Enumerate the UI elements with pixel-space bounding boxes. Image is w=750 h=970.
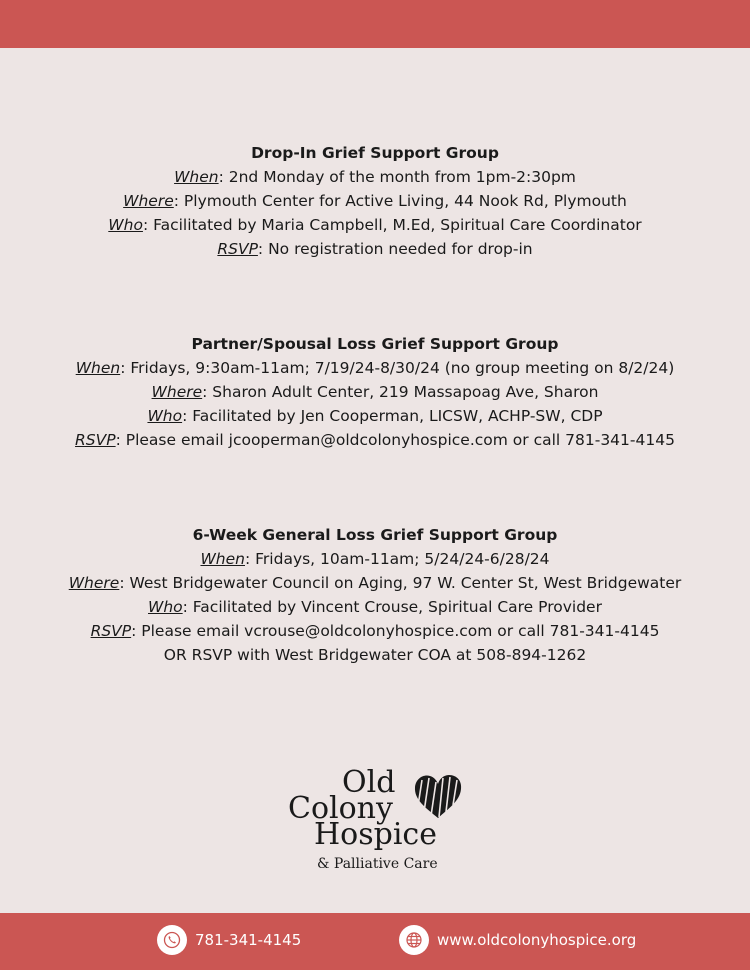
partner-loss-group-title: Partner/Spousal Loss Grief Support Group [191, 335, 559, 353]
dropin-when-line [0, 165, 750, 189]
dropin-where-value: : Plymouth Center for Active Living, 44 Nook Rd, Plymouth [173, 192, 627, 210]
partner-when-label: When [75, 359, 121, 377]
footer-phone-text: 781-341-4145 [195, 931, 302, 949]
footer-band [0, 913, 750, 970]
general-when-value: : Fridays, 10am-11am; 5/24/24-6/28/24 [244, 550, 550, 568]
partner-rsvp-line [0, 428, 750, 452]
partner-where-label: Where [151, 383, 203, 401]
dropin-where-line [0, 189, 750, 213]
partner-rsvp-label: RSVP [75, 431, 116, 449]
partner-loss-group-section [0, 332, 750, 452]
hospice-logo [288, 765, 468, 878]
dropin-who-label: Who [108, 216, 143, 234]
dropin-group-section [0, 141, 750, 261]
partner-where-line [0, 380, 750, 404]
logo-line-old: Old [342, 765, 396, 800]
general-rsvp-extra: OR RSVP with West Bridgewater COA at 508-894-1262 [163, 646, 587, 664]
dropin-who-value: : Facilitated by Maria Campbell, M.Ed, Spiritual Care Coordinator [142, 216, 642, 234]
general-rsvp-value: : Please email vcrouse@oldcolonyhospice.com or call 781-341-4145 [131, 622, 660, 640]
dropin-rsvp-label: RSVP [217, 240, 258, 258]
general-where-value: : West Bridgewater Council on Aging, 97 W. Center St, West Bridgewater [119, 574, 682, 592]
logo-line-colony: Colony [288, 791, 393, 826]
dropin-where-label: Where [123, 192, 174, 210]
dropin-group-title: Drop-In Grief Support Group [251, 144, 499, 162]
partner-when-value: : Fridays, 9:30am-11am; 7/19/24-8/30/24 (no group meeting on 8/2/24) [120, 359, 675, 377]
globe-icon [405, 931, 423, 949]
partner-who-line [0, 404, 750, 428]
general-loss-group-title: 6-Week General Loss Grief Support Group [192, 526, 558, 544]
general-who-value: : Facilitated by Vincent Crouse, Spiritual Care Provider [182, 598, 602, 616]
general-where-line [0, 571, 750, 595]
dropin-rsvp-value: : No registration needed for drop-in [257, 240, 533, 258]
footer-website-text: www.oldcolonyhospice.org [437, 931, 637, 949]
dropin-when-label: When [174, 168, 219, 186]
footer-phone[interactable] [157, 925, 301, 955]
footer-website[interactable] [399, 925, 636, 955]
partner-rsvp-value: : Please email jcooperman@oldcolonyhospice.com or call 781-341-4145 [115, 431, 675, 449]
partner-who-label: Who [147, 407, 183, 425]
general-when-line [0, 547, 750, 571]
phone-icon-circle [157, 925, 187, 955]
partner-where-value: : Sharon Adult Center, 219 Massapoag Ave, Sharon [202, 383, 599, 401]
partner-when-line [0, 356, 750, 380]
logo-line-palliative: & Palliative Care [317, 856, 438, 872]
dropin-who-line [0, 213, 750, 237]
heart-icon [412, 772, 464, 820]
partner-who-value: : Facilitated by Jen Cooperman, LICSW, ACHP-SW, CDP [182, 407, 603, 425]
general-who-label: Who [148, 598, 183, 616]
globe-icon-circle [399, 925, 429, 955]
top-band [0, 0, 750, 48]
general-when-label: When [200, 550, 245, 568]
logo-line-hospice: Hospice [314, 817, 437, 852]
general-who-line [0, 595, 750, 619]
dropin-rsvp-line [0, 237, 750, 261]
phone-icon [163, 931, 181, 949]
dropin-when-value: : 2nd Monday of the month from 1pm-2:30pm [218, 168, 576, 186]
general-where-label: Where [68, 574, 120, 592]
general-rsvp-line [0, 619, 750, 643]
general-loss-group-section [0, 523, 750, 667]
general-rsvp-label: RSVP [90, 622, 132, 640]
